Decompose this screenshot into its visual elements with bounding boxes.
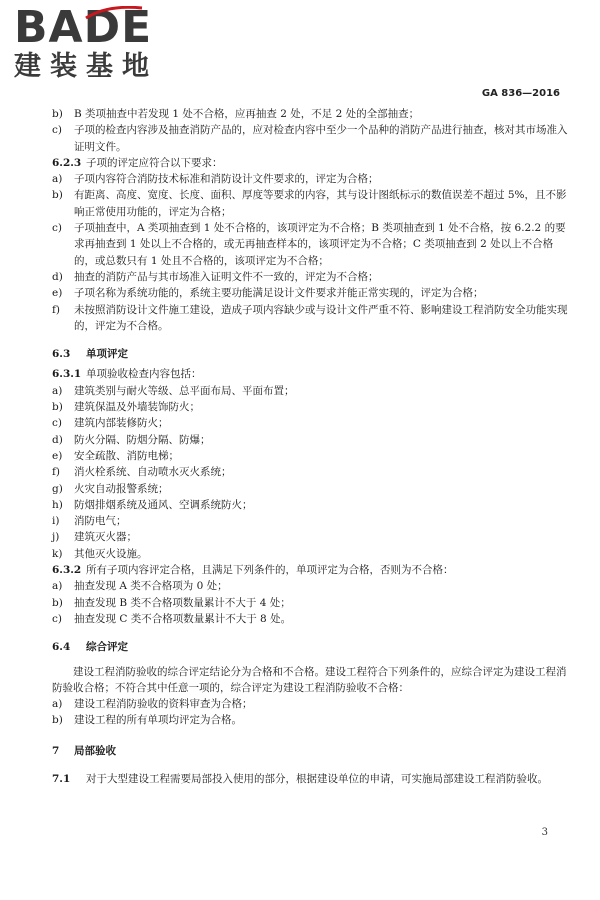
document-body — [52, 106, 570, 787]
list-item: a) 建设工程消防验收的资料审查为合格； — [52, 698, 253, 711]
clause-6-2-3: 6.2.3 子项的评定应符合以下要求： — [52, 156, 223, 169]
list-item: c) 抽查发现 C 类不合格项数量累计不大于 8 处。 — [52, 612, 292, 625]
brand-logo — [14, 2, 194, 84]
list-item: b) 有距离、高度、宽度、长度、面积、厚度等要求的内容，其与设计图纸标示的数值误差不超过 5%，且不影响正常使用功能的，评定为合格； — [52, 189, 567, 218]
list-item: f) 消火栓系统、自动喷水灭火系统； — [52, 466, 232, 479]
clause-6-3-2: 6.3.2 所有子项内容评定合格，且满足下列条件的，单项评定为合格，否则为不合格： — [52, 564, 454, 577]
section-heading-6-4: 6.4 综合评定 — [52, 641, 128, 654]
standard-code: GA 836—2016 — [481, 88, 560, 99]
list-item: b) B 类项抽查中若发现 1 处不合格，应再抽查 2 处，不足 2 处的全部抽查； — [52, 108, 420, 120]
list-item: i) 消防电气； — [52, 515, 127, 528]
list-item: e) 子项名称为系统功能的，系统主要功能满足设计文件要求并能正常实现的，评定为合格； — [52, 287, 484, 300]
list-item: g) 火灾自动报警系统； — [52, 482, 169, 495]
chapter-heading-7: 7 局部验收 — [52, 744, 116, 757]
paragraph-6-4: 建设工程消防验收的综合评定结论分为合格和不合格。建设工程符合下列条件的，应综合评定为建设工程消防验收合格；不符合其中任意一项的，综合评定为建设工程消防验收不合格： — [52, 665, 567, 694]
list-item: j) 建筑灭火器； — [52, 531, 137, 544]
list-item: b) 抽查发现 B 类不合格项数量累计不大于 4 处； — [52, 596, 291, 609]
logo-subtitle: 建装基地 — [14, 51, 158, 82]
list-item: c) 建筑内部装修防火； — [52, 417, 169, 430]
list-item: b) 建设工程的所有单项均评定为合格。 — [52, 714, 242, 727]
list-item: d) 防火分隔、防烟分隔、防爆； — [52, 433, 211, 446]
list-item: k) 其他灭火设施。 — [52, 547, 148, 560]
list-item: d) 抽查的消防产品与其市场准入证明文件不一致的，评定为不合格； — [52, 270, 379, 283]
list-item: e) 安全疏散、消防电梯； — [52, 449, 179, 462]
list-item: a) 子项内容符合消防技术标准和消防设计文件要求的，评定为合格； — [52, 173, 379, 186]
list-item: f) 未按照消防设计文件施工建设，造成子项内容缺少或与设计文件严重不符、影响建设工程消防安全功能实现的，评定为不合格。 — [52, 303, 568, 332]
list-item: c) 子项抽查中，A 类项抽查到 1 处不合格的，该项评定为不合格；B 类项抽查到 1 处不合格，按 6.2.2 的要求再抽查到 1 处以上不合格的，或无再抽查样本的，该项评定为不合格；C 类项抽查到 2 处以上不合格的，或总数只有 1 处且不合格的，该项评定为不合格； — [52, 222, 566, 267]
list-item: b) 建筑保温及外墙装饰防火； — [52, 401, 200, 414]
section-heading-6-3: 6.3 单项评定 — [52, 348, 128, 361]
list-item: a) 建筑类别与耐火等级、总平面布局、平面布置； — [52, 384, 295, 397]
page-number: 3 — [541, 827, 548, 838]
list-item: c) 子项的检查内容涉及抽查消防产品的，应对检查内容中至少一个品种的消防产品进行抽查，核对其市场准入证明文件。 — [52, 124, 568, 153]
logo-wordmark: BADE — [14, 2, 153, 53]
clause-6-3-1: 6.3.1 单项验收检查内容包括： — [52, 368, 202, 381]
logo-swoosh-icon — [84, 6, 144, 20]
list-item: h) 防烟排烟系统及通风、空调系统防火； — [52, 498, 253, 511]
clause-7-1: 7.1 对于大型建设工程需要局部投入使用的部分，根据建设单位的申请，可实施局部建设工程消防验收。 — [52, 772, 548, 785]
list-item: a) 抽查发现 A 类不合格项为 0 处； — [52, 580, 228, 593]
